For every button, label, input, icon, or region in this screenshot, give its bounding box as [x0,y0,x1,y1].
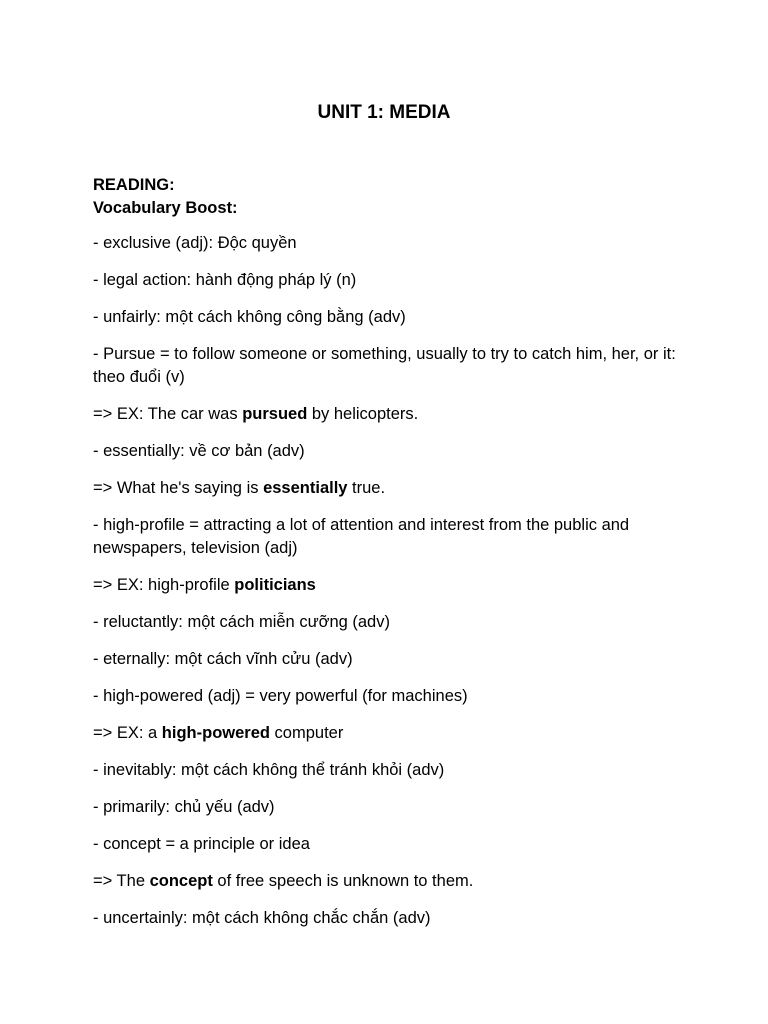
section-heading [93,174,238,220]
entry-text: => EX: a [93,724,162,742]
highlighted-term: high-powered [161,724,270,742]
entry-text: - eternally: một cách vĩnh cửu (adv) [93,650,353,668]
vocabulary-entry [93,574,678,597]
entry-text: - primarily: chủ yếu (adv) [93,798,275,816]
entry-text: - essentially: về cơ bản (adv) [93,442,305,460]
vocabulary-entry [93,477,678,500]
entry-text: - unfairly: một cách không công bằng (adv) [93,308,406,326]
vocabulary-entry [93,306,678,329]
vocabulary-entry [93,611,678,634]
highlighted-term: politicians [234,576,316,594]
entry-text: - legal action: hành động pháp lý (n) [93,271,357,289]
entry-text: => What he's saying is [93,479,264,497]
entry-text: - reluctantly: một cách miễn cưỡng (adv) [93,613,390,631]
section-title: READING: [93,176,175,194]
entry-text: by helicopters. [307,405,419,423]
subsection-title: Vocabulary Boost: [93,199,238,217]
entry-text: computer [269,724,344,742]
entry-text: => EX: high-profile [93,576,235,594]
vocabulary-entry [93,440,678,463]
vocabulary-entry [93,870,678,893]
page-title: UNIT 1: MEDIA [317,102,451,123]
vocabulary-entry [93,722,678,745]
entry-text: - inevitably: một cách không thể tránh khỏi (adv) [93,761,445,779]
entry-text: - exclusive (adj): Độc quyền [93,234,297,252]
highlighted-term: concept [149,872,213,890]
entry-text: - Pursue = to follow someone or something, usually to try to catch him, her, or it: theo đuổi (v) [93,345,676,386]
entry-text: - high-powered (adj) = very powerful (for machines) [93,687,468,705]
highlighted-term: essentially [263,479,348,497]
vocabulary-entry [93,759,678,782]
vocabulary-entry [93,796,678,819]
entry-text: true. [347,479,386,497]
highlighted-term: pursued [242,405,308,423]
entry-text: - uncertainly: một cách không chắc chắn (adv) [93,909,431,927]
vocabulary-entry [93,343,678,389]
entry-text: => The [93,872,150,890]
vocabulary-entry [93,907,678,930]
vocabulary-entry [93,232,678,255]
vocabulary-entry [93,403,678,426]
vocabulary-list [93,232,678,944]
entry-text: => EX: The car was [93,405,243,423]
entry-text: of free speech is unknown to them. [212,872,474,890]
entry-text: - concept = a principle or idea [93,835,310,853]
vocabulary-entry [93,514,678,560]
vocabulary-entry [93,648,678,671]
entry-text: - high-profile = attracting a lot of attention and interest from the public and newspapers, television (adj) [93,516,630,557]
vocabulary-entry [93,269,678,292]
vocabulary-entry [93,685,678,708]
vocabulary-entry [93,833,678,856]
